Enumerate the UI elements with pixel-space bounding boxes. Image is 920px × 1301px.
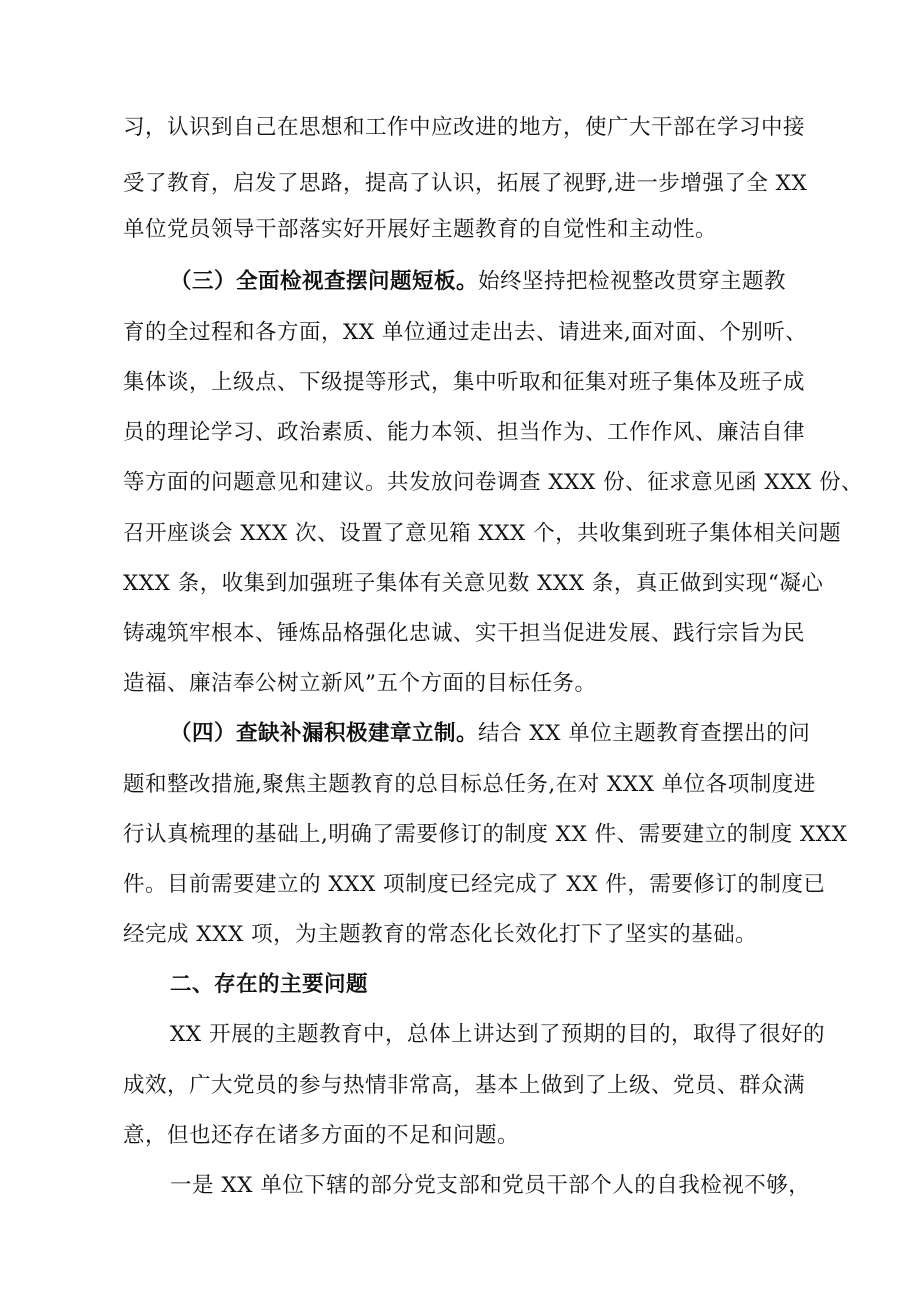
body-text-line: 行认真梳理的基础上,明确了需要修订的制度 XX 件、需要建立的制度 XXX [123,822,848,847]
body-text-line: 件。目前需要建立的 XXX 项制度已经完成了 XX 件，需要修订的制度已 [123,872,826,897]
body-text-line: 一是 XX 单位下辖的部分党支部和党员干部个人的自我检视不够， [170,1173,811,1198]
body-text-line: 成效，广大党员的参与热情非常高，基本上做到了上级、党员、群众满 [123,1073,806,1098]
body-text-line: 铸魂筑牢根本、锤炼品格强化忠诚、实干担当促进发展、践行宗旨为民 [123,621,806,646]
body-text-line: 意，但也还存在诸多方面的不足和问题。 [123,1123,520,1148]
body-text-line: 员的理论学习、政治素质、能力本领、担当作为、工作作风、廉洁自律 [123,420,806,445]
paragraph-first-line [170,719,850,749]
body-text-line: 等方面的问题意见和建议。共发放问卷调查 XXX 份、征求意见函 XXX 份、 [123,470,864,495]
body-text-line: 集体谈，上级点、下级提等形式，集中听取和征集对班子集体及班子成 [123,370,806,395]
body-text-line: XX 开展的主题教育中，总体上讲达到了预期的目的，取得了很好的 [170,1022,825,1047]
subsection-title: （四）查缺补漏积极建章立制。 [170,721,479,746]
subsection-title: （三）全面检视查摆问题短板。 [170,269,479,294]
body-text-line: 育的全过程和各方面，XX 单位通过走出去、请进来,面对面、个别听、 [123,320,808,345]
section-heading: 二、存在的主要问题 [170,972,369,997]
body-text: 始终坚持把检视整改贯穿主题教 [478,269,787,294]
paragraph-first-line [170,267,850,297]
body-text-line: 单位党员领导干部落实好开展好主题教育的自觉性和主动性。 [123,217,718,242]
body-text-line: 经完成 XXX 项，为主题教育的常态化长效化打下了坚实的基础。 [123,922,758,947]
body-text-line: 造福、廉洁奉公树立新风”五个方面的目标任务。 [123,671,597,696]
body-text-line: 召开座谈会 XXX 次、设置了意见箱 XXX 个，共收集到班子集体相关问题 [123,521,842,546]
body-text-line: 题和整改措施,聚焦主题教育的总目标总任务,在对 XXX 单位各项制度进 [123,772,816,797]
body-text-line: 习，认识到自己在思想和工作中应改进的地方，使广大干部在学习中接 [123,115,806,140]
body-text-line: XXX 条，收集到加强班子集体有关意见数 XXX 条，真正做到实现“凝心 [123,571,824,596]
body-text: 结合 XX 单位主题教育查摆出的问 [478,721,811,746]
body-text-line: 受了教育，启发了思路，提高了认识，拓展了视野,进一步增强了全 XX [123,171,808,196]
